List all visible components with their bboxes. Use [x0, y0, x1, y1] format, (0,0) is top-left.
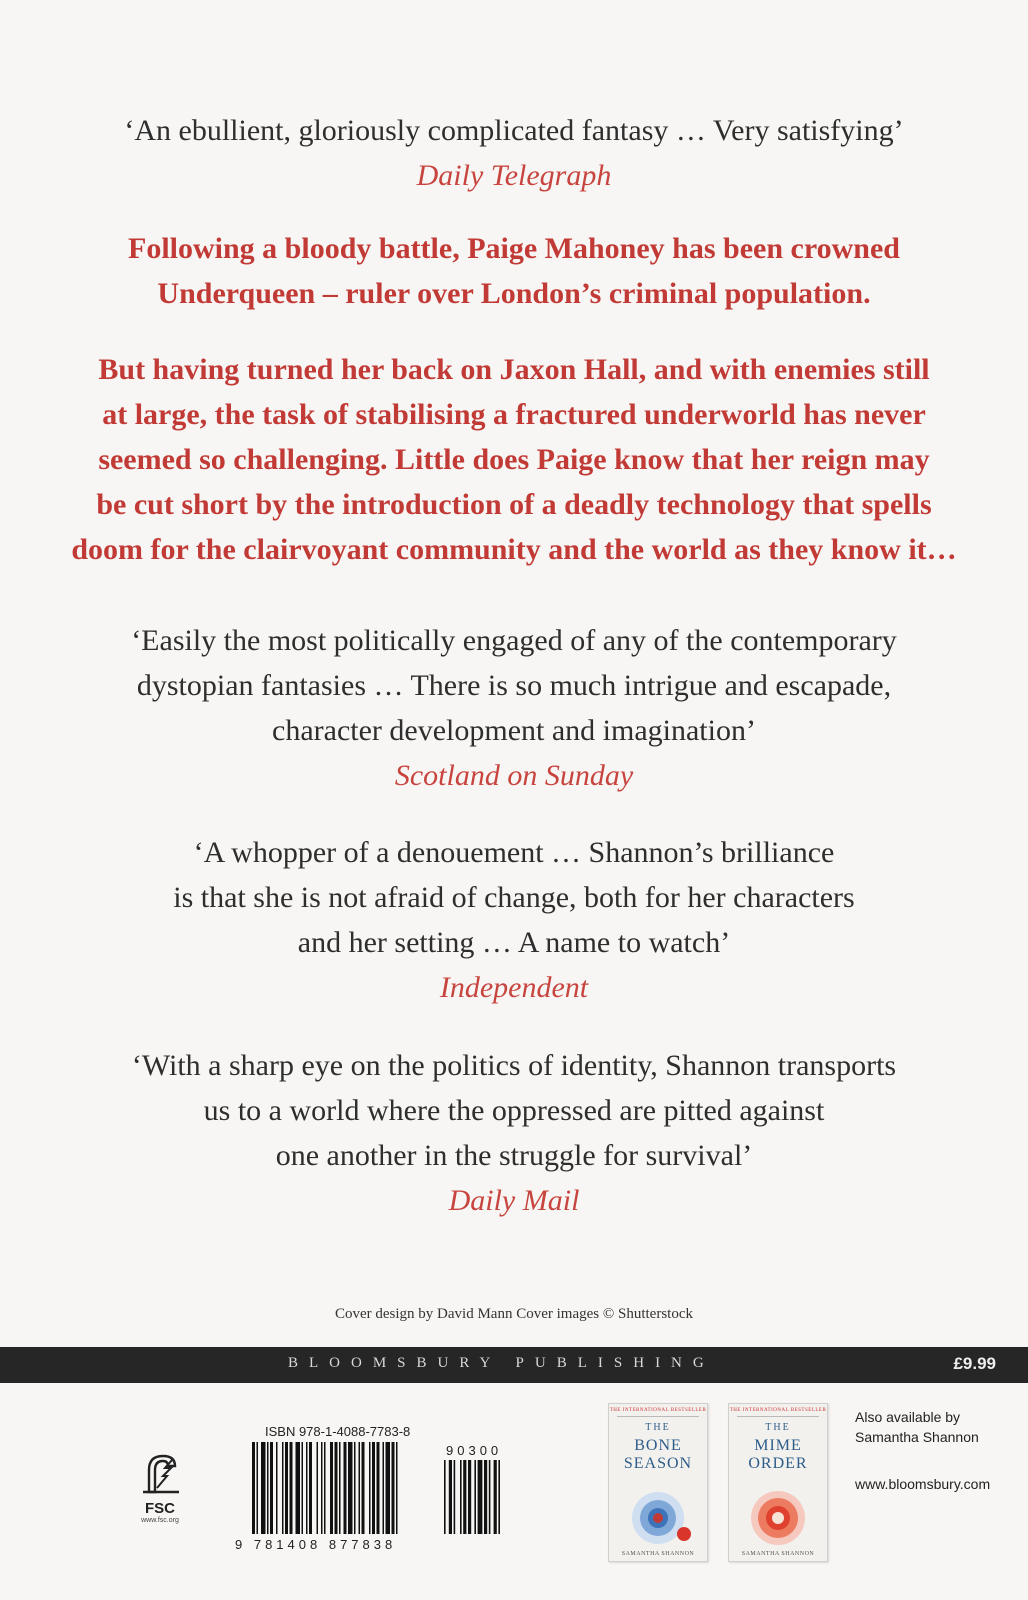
quote-line: us to a world where the oppressed are pitted against	[203, 1094, 825, 1127]
quote-line: ‘A whopper of a denouement … Shannon’s brilliance	[193, 836, 835, 869]
quote-line: one another in the struggle for survival’	[275, 1139, 753, 1172]
quote-source: Scotland on Sunday	[394, 759, 634, 792]
blurb-line: at large, the task of stabilising a fractured underworld has never	[102, 398, 926, 431]
publisher-name: BLOOMSBURY PUBLISHING	[288, 1355, 715, 1371]
review-quote-independent	[0, 830, 1028, 1010]
also-available-text: Also available by Samantha Shannon	[855, 1409, 979, 1445]
quote-line: ‘With a sharp eye on the politics of identity, Shannon transports	[131, 1049, 897, 1082]
publisher-band	[0, 1347, 1028, 1383]
barcode-image	[248, 1442, 538, 1552]
barcode-addon-number: 90300	[446, 1443, 503, 1458]
bone-season-cover-art	[618, 1490, 698, 1550]
quote-line: ‘Easily the most politically engaged of any of the contemporary	[131, 624, 897, 657]
book-title: THE BONE SEASON	[623, 1422, 693, 1472]
cover-credits: Cover design by David Mann Cover images © Shutterstock	[334, 1306, 693, 1322]
review-quote-scotland-on-sunday	[0, 618, 1028, 798]
price-label: £9.99	[953, 1354, 996, 1373]
book-title: THE MIME ORDER	[748, 1422, 808, 1472]
blurb-line: Following a bloody battle, Paige Mahoney has been crowned	[128, 232, 900, 265]
fsc-tree-icon	[135, 1450, 185, 1496]
barcode-number: 9 781408 877838	[235, 1537, 397, 1552]
quote-line: is that she is not afraid of change, both for her characters	[173, 881, 855, 914]
quote-line: ‘An ebullient, gloriously complicated fantasy … Very satisfying’	[124, 114, 904, 147]
publisher-url: www.bloomsbury.com	[855, 1476, 991, 1492]
fsc-logo	[120, 1450, 200, 1524]
blurb-line: seemed so challenging. Little does Paige know that her reign may	[98, 443, 930, 476]
review-quote-daily-mail	[0, 1043, 1028, 1223]
quote-source: Daily Telegraph	[416, 159, 612, 192]
blurb-paragraph-2	[0, 347, 1028, 572]
blurb-line: doom for the clairvoyant community and the world as they know it…	[71, 533, 957, 566]
mime-order-cover-art	[738, 1490, 818, 1550]
blurb-line: But having turned her back on Jaxon Hall, and with enemies still	[98, 353, 930, 386]
book-thumbnail-bone-season	[608, 1403, 708, 1562]
book-tag: THE INTERNATIONAL BESTSELLER	[609, 1408, 707, 1413]
review-quote-telegraph	[0, 108, 1028, 198]
fsc-label: FSC	[145, 1500, 175, 1517]
blurb-paragraph-1	[0, 226, 1028, 316]
book-tag: THE INTERNATIONAL BESTSELLER	[729, 1408, 827, 1413]
fsc-url: www.fsc.org	[141, 1517, 179, 1524]
blurb-line: be cut short by the introduction of a deadly technology that spells	[96, 488, 932, 521]
isbn-text: ISBN 978-1-4088-7783-8	[265, 1424, 411, 1439]
quote-source: Daily Mail	[448, 1184, 580, 1217]
blurb-line: Underqueen – ruler over London’s criminal population.	[157, 277, 871, 310]
quote-line: character development and imagination’	[272, 714, 756, 747]
quote-line: dystopian fantasies … There is so much intrigue and escapade,	[136, 669, 892, 702]
quote-line: and her setting … A name to watch’	[297, 926, 731, 959]
quote-source: Independent	[439, 971, 589, 1004]
book-thumbnail-mime-order	[728, 1403, 828, 1562]
book-author: SAMANTHA SHANNON	[621, 1551, 695, 1557]
book-author: SAMANTHA SHANNON	[741, 1551, 815, 1557]
